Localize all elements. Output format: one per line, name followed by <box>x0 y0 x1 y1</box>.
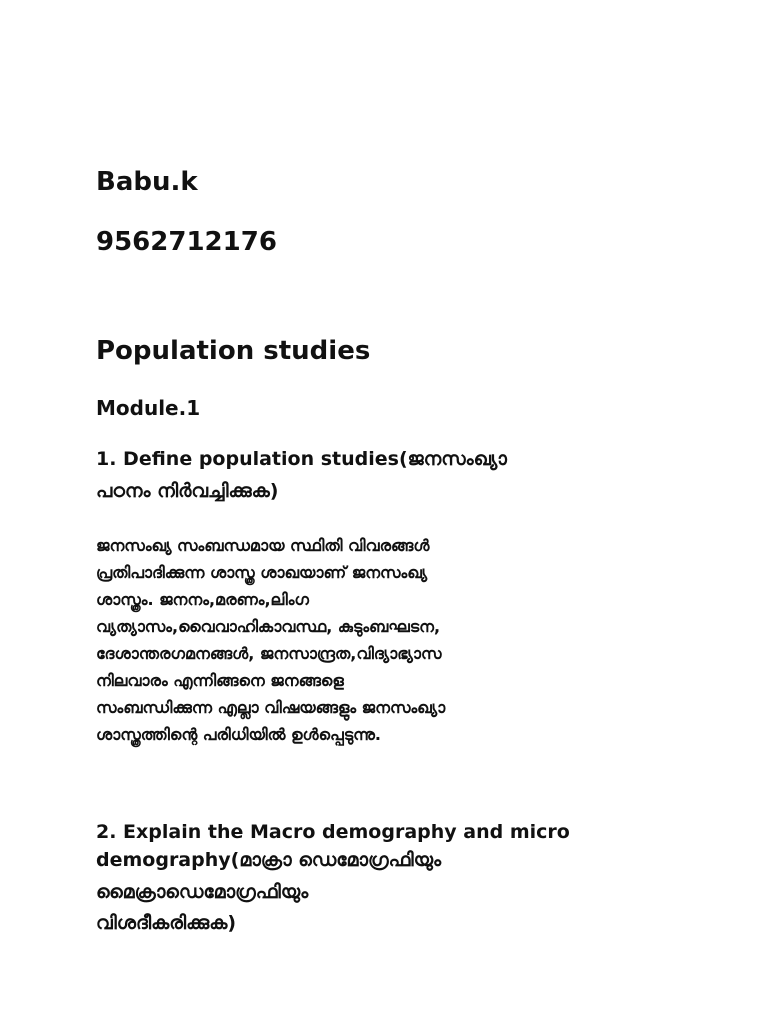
author-phone: 9562712176 <box>96 227 277 257</box>
author-name: Babu.k <box>96 167 198 197</box>
answer-1-line: ശാസ്ത്രം. ജനനം,മരണം,ലിംഗ <box>96 590 309 609</box>
answer-1-line: വ്യത്യാസം,വൈവാഹികാവസ്ഥ, കുടുംബഘടന, <box>96 617 441 636</box>
answer-1-line: പ്രതിപാദിക്കുന്ന ശാസ്ത്ര ശാഖയാണ് ജനസംഖ്യ <box>96 563 428 582</box>
module-heading: Module.1 <box>96 396 201 420</box>
question-2-line: demography(മാക്രാ ഡെമോഗ്രഫിയും <box>96 849 442 871</box>
answer-1-line: ജനസംഖ്യ സംബന്ധമായ സ്ഥിതി വിവരങ്ങൾ <box>96 536 430 555</box>
answer-1-line: ശാസ്ത്രത്തിന്റെ പരിധിയിൽ ഉൾപ്പെടുന്നു. <box>96 725 382 744</box>
question-2-line: മൈക്രാഡെമോഗ്രഫിയും <box>96 881 309 903</box>
answer-1-line: ദേശാന്തരഗമനങ്ങൾ, ജനസാന്ദ്രത,വിദ്യാഭ്യാസ <box>96 644 442 663</box>
document-title: Population studies <box>96 336 371 366</box>
question-2-line: 2. Explain the Macro demography and micro <box>96 821 570 843</box>
answer-1-line: സംബന്ധിക്കുന്ന എല്ലാ വിഷയങ്ങളും ജനസംഖ്യാ <box>96 698 446 717</box>
question-2-line: വിശദീകരിക്കുക) <box>96 912 237 934</box>
answer-1-line: നിലവാരം എന്നിങ്ങനെ ജനങ്ങളെ <box>96 671 344 690</box>
question-1-line: പഠനം നിർവച്ചിക്കുക) <box>96 480 279 502</box>
question-1-line: 1. Define population studies(ജനസംഖ്യാ <box>96 448 507 470</box>
